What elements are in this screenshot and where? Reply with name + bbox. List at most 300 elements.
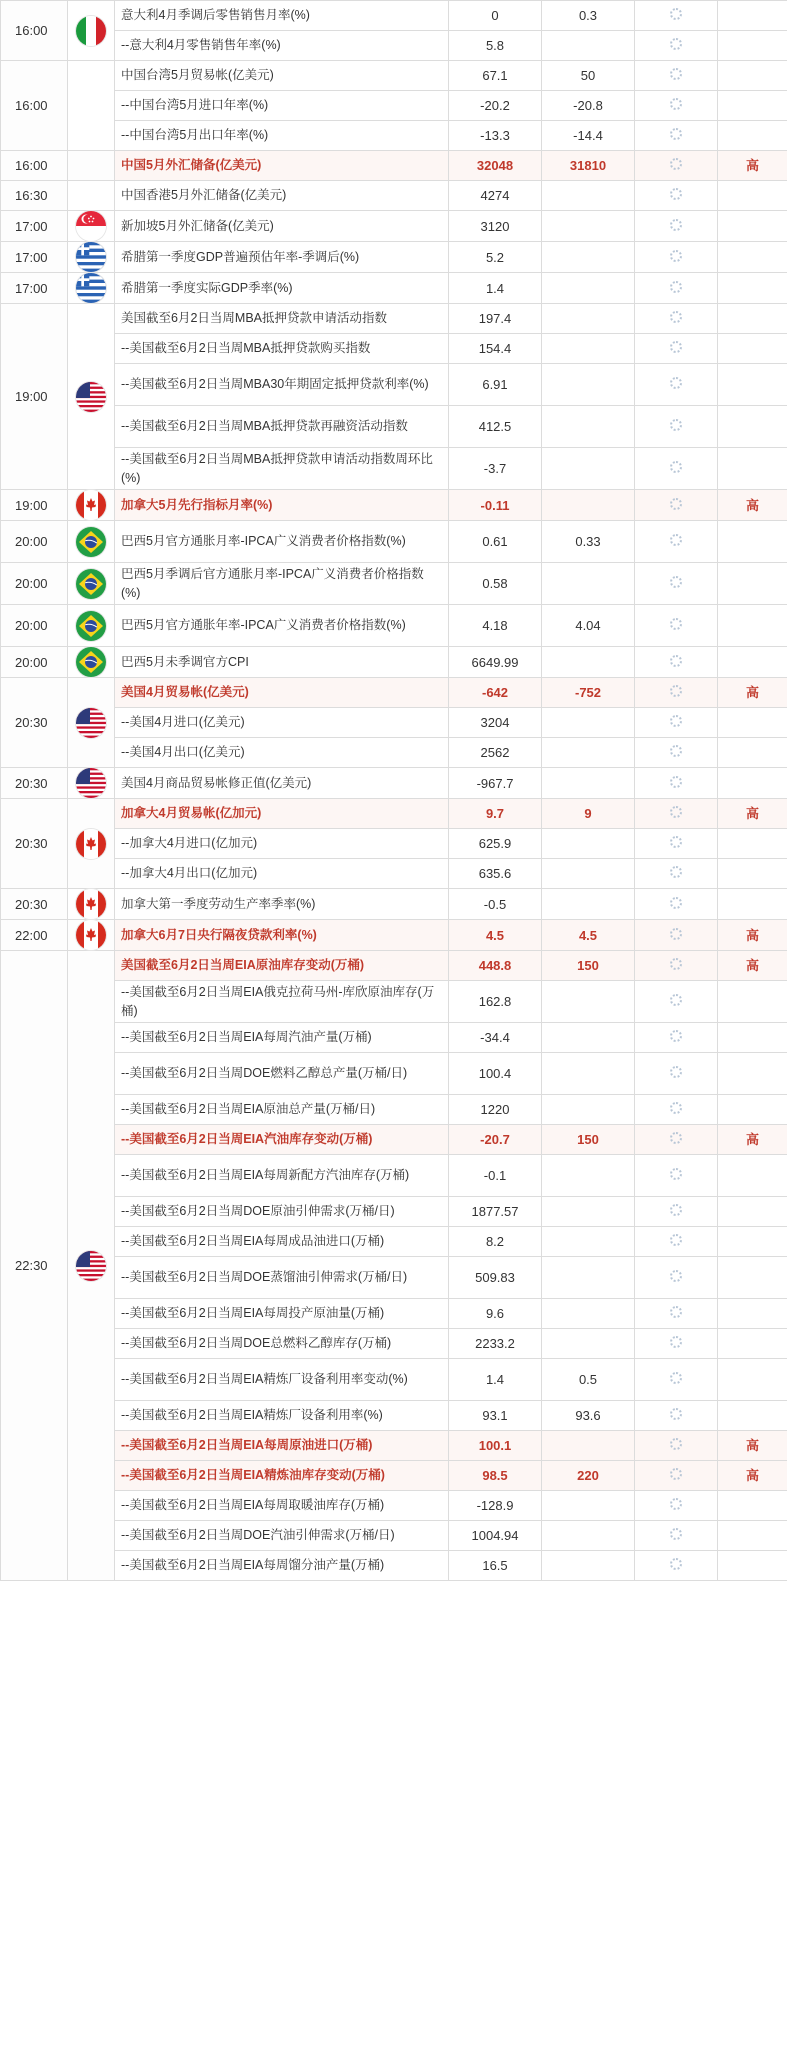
actual-value-cell — [635, 829, 718, 859]
loading-spinner-icon — [670, 1468, 682, 1480]
importance-level: 高 — [718, 490, 787, 521]
importance-level — [718, 1, 787, 31]
actual-value-cell — [635, 448, 718, 490]
event-time: 16:00 — [1, 151, 68, 181]
country-flag-cell — [68, 768, 115, 799]
calendar-row — [1, 859, 787, 889]
importance-level — [718, 708, 787, 738]
event-name: 希腊第一季度GDP普遍预估年率-季调后(%) — [115, 242, 449, 273]
actual-value-cell — [635, 1023, 718, 1053]
calendar-row — [1, 121, 787, 151]
calendar-row — [1, 61, 787, 91]
loading-spinner-icon — [670, 1132, 682, 1144]
forecast-value — [542, 211, 635, 242]
event-time: 20:30 — [1, 799, 68, 889]
loading-spinner-icon — [670, 1336, 682, 1348]
forecast-value — [542, 31, 635, 61]
event-time: 20:00 — [1, 647, 68, 678]
forecast-value — [542, 1491, 635, 1521]
loading-spinner-icon — [670, 685, 682, 697]
forecast-value: -20.8 — [542, 91, 635, 121]
importance-level — [718, 1257, 787, 1299]
previous-value: 1.4 — [449, 273, 542, 304]
forecast-value — [542, 273, 635, 304]
previous-value: 4274 — [449, 181, 542, 211]
loading-spinner-icon — [670, 1030, 682, 1042]
importance-level — [718, 647, 787, 678]
loading-spinner-icon — [670, 836, 682, 848]
loading-spinner-icon — [670, 341, 682, 353]
importance-level — [718, 1401, 787, 1431]
forecast-value — [542, 1023, 635, 1053]
loading-spinner-icon — [670, 806, 682, 818]
forecast-value — [542, 1521, 635, 1551]
calendar-row — [1, 406, 787, 448]
previous-value: 197.4 — [449, 304, 542, 334]
previous-value: -20.2 — [449, 91, 542, 121]
loading-spinner-icon — [670, 1234, 682, 1246]
forecast-value — [542, 1197, 635, 1227]
event-name: --美国截至6月2日当周EIA汽油库存变动(万桶) — [115, 1125, 449, 1155]
event-name: --美国截至6月2日当周EIA每周取暖油库存(万桶) — [115, 1491, 449, 1521]
calendar-row — [1, 490, 787, 521]
loading-spinner-icon — [670, 897, 682, 909]
event-time: 19:00 — [1, 490, 68, 521]
previous-value: 625.9 — [449, 829, 542, 859]
importance-level: 高 — [718, 1125, 787, 1155]
importance-level — [718, 605, 787, 647]
forecast-value: 220 — [542, 1461, 635, 1491]
loading-spinner-icon — [670, 8, 682, 20]
event-time: 22:30 — [1, 951, 68, 1581]
calendar-row — [1, 1155, 787, 1197]
actual-value-cell — [635, 1329, 718, 1359]
event-name: 加拿大4月贸易帐(亿加元) — [115, 799, 449, 829]
calendar-row — [1, 334, 787, 364]
calendar-row — [1, 1197, 787, 1227]
previous-value: 4.5 — [449, 920, 542, 951]
loading-spinner-icon — [670, 219, 682, 231]
actual-value-cell — [635, 1257, 718, 1299]
importance-level — [718, 334, 787, 364]
importance-level — [718, 768, 787, 799]
actual-value-cell — [635, 1401, 718, 1431]
event-name: 中国台湾5月贸易帐(亿美元) — [115, 61, 449, 91]
actual-value-cell — [635, 563, 718, 605]
previous-value: 6649.99 — [449, 647, 542, 678]
country-flag-cell — [68, 920, 115, 951]
importance-level — [718, 981, 787, 1023]
loading-spinner-icon — [670, 958, 682, 970]
actual-value-cell — [635, 1521, 718, 1551]
country-flag-cell — [68, 151, 115, 181]
forecast-value: -14.4 — [542, 121, 635, 151]
previous-value: 16.5 — [449, 1551, 542, 1581]
canada-flag-icon — [76, 889, 106, 919]
calendar-row — [1, 273, 787, 304]
importance-level — [718, 1359, 787, 1401]
importance-level: 高 — [718, 151, 787, 181]
actual-value-cell — [635, 521, 718, 563]
forecast-value — [542, 708, 635, 738]
previous-value: 6.91 — [449, 364, 542, 406]
canada-flag-icon — [76, 490, 106, 520]
forecast-value: 9 — [542, 799, 635, 829]
actual-value-cell — [635, 605, 718, 647]
event-name: 巴西5月官方通胀年率-IPCA广义消费者价格指数(%) — [115, 605, 449, 647]
forecast-value: 150 — [542, 1125, 635, 1155]
forecast-value — [542, 181, 635, 211]
actual-value-cell — [635, 364, 718, 406]
previous-value: -3.7 — [449, 448, 542, 490]
usa-flag-icon — [76, 768, 106, 798]
previous-value: 412.5 — [449, 406, 542, 448]
forecast-value: 4.5 — [542, 920, 635, 951]
forecast-value — [542, 1551, 635, 1581]
event-name: --中国台湾5月进口年率(%) — [115, 91, 449, 121]
forecast-value: 0.33 — [542, 521, 635, 563]
forecast-value — [542, 1329, 635, 1359]
brazil-flag-icon — [76, 527, 106, 557]
actual-value-cell — [635, 1197, 718, 1227]
calendar-row — [1, 1491, 787, 1521]
actual-value-cell — [635, 406, 718, 448]
forecast-value: 0.5 — [542, 1359, 635, 1401]
actual-value-cell — [635, 951, 718, 981]
country-flag-cell — [68, 273, 115, 304]
loading-spinner-icon — [670, 776, 682, 788]
previous-value: 8.2 — [449, 1227, 542, 1257]
previous-value: -967.7 — [449, 768, 542, 799]
actual-value-cell — [635, 1491, 718, 1521]
calendar-row — [1, 1095, 787, 1125]
importance-level — [718, 121, 787, 151]
actual-value-cell — [635, 31, 718, 61]
actual-value-cell — [635, 1227, 718, 1257]
actual-value-cell — [635, 1551, 718, 1581]
calendar-row — [1, 242, 787, 273]
loading-spinner-icon — [670, 1066, 682, 1078]
previous-value: 4.18 — [449, 605, 542, 647]
calendar-row — [1, 708, 787, 738]
forecast-value — [542, 1431, 635, 1461]
event-time: 20:00 — [1, 563, 68, 605]
calendar-row — [1, 768, 787, 799]
previous-value: 1877.57 — [449, 1197, 542, 1227]
country-flag-cell — [68, 678, 115, 768]
actual-value-cell — [635, 490, 718, 521]
calendar-row — [1, 799, 787, 829]
forecast-value: 93.6 — [542, 1401, 635, 1431]
country-flag-cell — [68, 605, 115, 647]
event-name: 加拿大第一季度劳动生产率季率(%) — [115, 889, 449, 920]
previous-value: 162.8 — [449, 981, 542, 1023]
event-name: --美国截至6月2日当周DOE燃料乙醇总产量(万桶/日) — [115, 1053, 449, 1095]
actual-value-cell — [635, 1461, 718, 1491]
event-name: 美国截至6月2日当周EIA原油库存变动(万桶) — [115, 951, 449, 981]
previous-value: -13.3 — [449, 121, 542, 151]
previous-value: -0.1 — [449, 1155, 542, 1197]
event-name: --美国截至6月2日当周EIA每周投产原油量(万桶) — [115, 1299, 449, 1329]
event-name: 中国5月外汇储备(亿美元) — [115, 151, 449, 181]
calendar-body — [1, 1, 787, 1581]
calendar-row — [1, 1521, 787, 1551]
importance-level — [718, 304, 787, 334]
loading-spinner-icon — [670, 534, 682, 546]
importance-level — [718, 364, 787, 406]
previous-value: 9.7 — [449, 799, 542, 829]
actual-value-cell — [635, 738, 718, 768]
previous-value: 1.4 — [449, 1359, 542, 1401]
loading-spinner-icon — [670, 38, 682, 50]
calendar-row — [1, 91, 787, 121]
importance-level: 高 — [718, 678, 787, 708]
actual-value-cell — [635, 151, 718, 181]
singapore-flag-icon — [76, 211, 106, 241]
country-flag-cell — [68, 490, 115, 521]
usa-flag-icon — [76, 382, 106, 412]
forecast-value — [542, 448, 635, 490]
importance-level — [718, 273, 787, 304]
importance-level — [718, 1551, 787, 1581]
event-name: --美国截至6月2日当周EIA每周成品油进口(万桶) — [115, 1227, 449, 1257]
previous-value: -642 — [449, 678, 542, 708]
previous-value: -20.7 — [449, 1125, 542, 1155]
importance-level — [718, 1155, 787, 1197]
calendar-row — [1, 364, 787, 406]
importance-level — [718, 61, 787, 91]
importance-level — [718, 1095, 787, 1125]
country-flag-cell — [68, 563, 115, 605]
actual-value-cell — [635, 1125, 718, 1155]
calendar-row — [1, 211, 787, 242]
previous-value: 98.5 — [449, 1461, 542, 1491]
previous-value: 0.58 — [449, 563, 542, 605]
forecast-value — [542, 1095, 635, 1125]
actual-value-cell — [635, 1053, 718, 1095]
calendar-row — [1, 1125, 787, 1155]
calendar-row — [1, 605, 787, 647]
event-name: 中国香港5月外汇储备(亿美元) — [115, 181, 449, 211]
event-name: --美国截至6月2日当周EIA精炼油库存变动(万桶) — [115, 1461, 449, 1491]
loading-spinner-icon — [670, 1168, 682, 1180]
event-name: --美国截至6月2日当周EIA每周馏分油产量(万桶) — [115, 1551, 449, 1581]
country-flag-cell — [68, 181, 115, 211]
event-time: 17:00 — [1, 273, 68, 304]
loading-spinner-icon — [670, 866, 682, 878]
brazil-flag-icon — [76, 611, 106, 641]
loading-spinner-icon — [670, 1270, 682, 1282]
calendar-row — [1, 1023, 787, 1053]
forecast-value — [542, 406, 635, 448]
actual-value-cell — [635, 889, 718, 920]
previous-value: 9.6 — [449, 1299, 542, 1329]
importance-level — [718, 1521, 787, 1551]
previous-value: 5.8 — [449, 31, 542, 61]
event-name: 意大利4月季调后零售销售月率(%) — [115, 1, 449, 31]
previous-value: 635.6 — [449, 859, 542, 889]
event-name: 新加坡5月外汇储备(亿美元) — [115, 211, 449, 242]
event-time: 16:30 — [1, 181, 68, 211]
event-time: 17:00 — [1, 242, 68, 273]
loading-spinner-icon — [670, 1498, 682, 1510]
forecast-value — [542, 981, 635, 1023]
loading-spinner-icon — [670, 68, 682, 80]
event-name: --美国截至6月2日当周DOE原油引伸需求(万桶/日) — [115, 1197, 449, 1227]
importance-level — [718, 889, 787, 920]
importance-level — [718, 406, 787, 448]
actual-value-cell — [635, 647, 718, 678]
event-name: 加拿大5月先行指标月率(%) — [115, 490, 449, 521]
loading-spinner-icon — [670, 1102, 682, 1114]
calendar-row — [1, 448, 787, 490]
event-time: 20:00 — [1, 605, 68, 647]
forecast-value: 31810 — [542, 151, 635, 181]
event-name: --美国截至6月2日当周MBA30年期固定抵押贷款利率(%) — [115, 364, 449, 406]
importance-level: 高 — [718, 951, 787, 981]
calendar-row — [1, 151, 787, 181]
loading-spinner-icon — [670, 1558, 682, 1570]
loading-spinner-icon — [670, 188, 682, 200]
previous-value: 0.61 — [449, 521, 542, 563]
actual-value-cell — [635, 981, 718, 1023]
loading-spinner-icon — [670, 994, 682, 1006]
event-time: 20:30 — [1, 768, 68, 799]
event-name: 美国4月商品贸易帐修正值(亿美元) — [115, 768, 449, 799]
calendar-row — [1, 1401, 787, 1431]
country-flag-cell — [68, 304, 115, 490]
event-name: --美国截至6月2日当周EIA每周汽油产量(万桶) — [115, 1023, 449, 1053]
importance-level — [718, 1329, 787, 1359]
event-name: --美国截至6月2日当周DOE蒸馏油引伸需求(万桶/日) — [115, 1257, 449, 1299]
forecast-value — [542, 768, 635, 799]
loading-spinner-icon — [670, 928, 682, 940]
country-flag-cell — [68, 951, 115, 1581]
country-flag-cell — [68, 211, 115, 242]
importance-level: 高 — [718, 1431, 787, 1461]
previous-value: 509.83 — [449, 1257, 542, 1299]
forecast-value: 4.04 — [542, 605, 635, 647]
previous-value: 448.8 — [449, 951, 542, 981]
event-name: --美国截至6月2日当周EIA原油总产量(万桶/日) — [115, 1095, 449, 1125]
country-flag-cell — [68, 1, 115, 61]
loading-spinner-icon — [670, 715, 682, 727]
actual-value-cell — [635, 708, 718, 738]
event-name: --美国截至6月2日当周MBA抵押贷款申请活动指数周环比(%) — [115, 448, 449, 490]
calendar-row — [1, 1227, 787, 1257]
country-flag-cell — [68, 889, 115, 920]
loading-spinner-icon — [670, 1306, 682, 1318]
calendar-row — [1, 889, 787, 920]
previous-value: -0.5 — [449, 889, 542, 920]
actual-value-cell — [635, 181, 718, 211]
actual-value-cell — [635, 678, 718, 708]
calendar-row — [1, 647, 787, 678]
calendar-row — [1, 981, 787, 1023]
calendar-row — [1, 304, 787, 334]
calendar-row — [1, 829, 787, 859]
importance-level — [718, 1023, 787, 1053]
actual-value-cell — [635, 242, 718, 273]
calendar-row — [1, 951, 787, 981]
event-name: 巴西5月未季调官方CPI — [115, 647, 449, 678]
forecast-value — [542, 563, 635, 605]
calendar-row — [1, 1299, 787, 1329]
importance-level — [718, 829, 787, 859]
importance-level: 高 — [718, 799, 787, 829]
loading-spinner-icon — [670, 618, 682, 630]
loading-spinner-icon — [670, 655, 682, 667]
loading-spinner-icon — [670, 1372, 682, 1384]
event-name: --美国4月出口(亿美元) — [115, 738, 449, 768]
event-name: --美国截至6月2日当周MBA抵押贷款购买指数 — [115, 334, 449, 364]
forecast-value — [542, 647, 635, 678]
importance-level — [718, 1227, 787, 1257]
loading-spinner-icon — [670, 1204, 682, 1216]
event-name: 美国截至6月2日当周MBA抵押贷款申请活动指数 — [115, 304, 449, 334]
calendar-row — [1, 1329, 787, 1359]
event-name: --美国截至6月2日当周MBA抵押贷款再融资活动指数 — [115, 406, 449, 448]
event-name: 巴西5月官方通胀月率-IPCA广义消费者价格指数(%) — [115, 521, 449, 563]
calendar-row — [1, 1461, 787, 1491]
actual-value-cell — [635, 121, 718, 151]
loading-spinner-icon — [670, 281, 682, 293]
calendar-row — [1, 1431, 787, 1461]
loading-spinner-icon — [670, 311, 682, 323]
loading-spinner-icon — [670, 98, 682, 110]
actual-value-cell — [635, 1095, 718, 1125]
previous-value: 100.1 — [449, 1431, 542, 1461]
loading-spinner-icon — [670, 1408, 682, 1420]
calendar-row — [1, 563, 787, 605]
forecast-value — [542, 829, 635, 859]
actual-value-cell — [635, 1431, 718, 1461]
loading-spinner-icon — [670, 1438, 682, 1450]
previous-value: 3120 — [449, 211, 542, 242]
calendar-row — [1, 181, 787, 211]
italy-flag-icon — [76, 16, 106, 46]
importance-level — [718, 1053, 787, 1095]
importance-level: 高 — [718, 920, 787, 951]
event-name: --美国截至6月2日当周DOE汽油引伸需求(万桶/日) — [115, 1521, 449, 1551]
event-name: 希腊第一季度实际GDP季率(%) — [115, 273, 449, 304]
event-name: --美国截至6月2日当周DOE总燃料乙醇库存(万桶) — [115, 1329, 449, 1359]
event-name: --加拿大4月进口(亿加元) — [115, 829, 449, 859]
actual-value-cell — [635, 920, 718, 951]
brazil-flag-icon — [76, 569, 106, 599]
forecast-value — [542, 1155, 635, 1197]
previous-value: 2233.2 — [449, 1329, 542, 1359]
event-time: 17:00 — [1, 211, 68, 242]
calendar-row — [1, 1257, 787, 1299]
forecast-value — [542, 1257, 635, 1299]
event-name: --加拿大4月出口(亿加元) — [115, 859, 449, 889]
importance-level — [718, 738, 787, 768]
previous-value: 32048 — [449, 151, 542, 181]
actual-value-cell — [635, 1155, 718, 1197]
actual-value-cell — [635, 304, 718, 334]
calendar-row — [1, 1359, 787, 1401]
importance-level — [718, 859, 787, 889]
previous-value: -34.4 — [449, 1023, 542, 1053]
event-time: 22:00 — [1, 920, 68, 951]
actual-value-cell — [635, 273, 718, 304]
loading-spinner-icon — [670, 576, 682, 588]
importance-level — [718, 1197, 787, 1227]
loading-spinner-icon — [670, 250, 682, 262]
event-name: --意大利4月零售销售年率(%) — [115, 31, 449, 61]
event-time: 20:30 — [1, 678, 68, 768]
